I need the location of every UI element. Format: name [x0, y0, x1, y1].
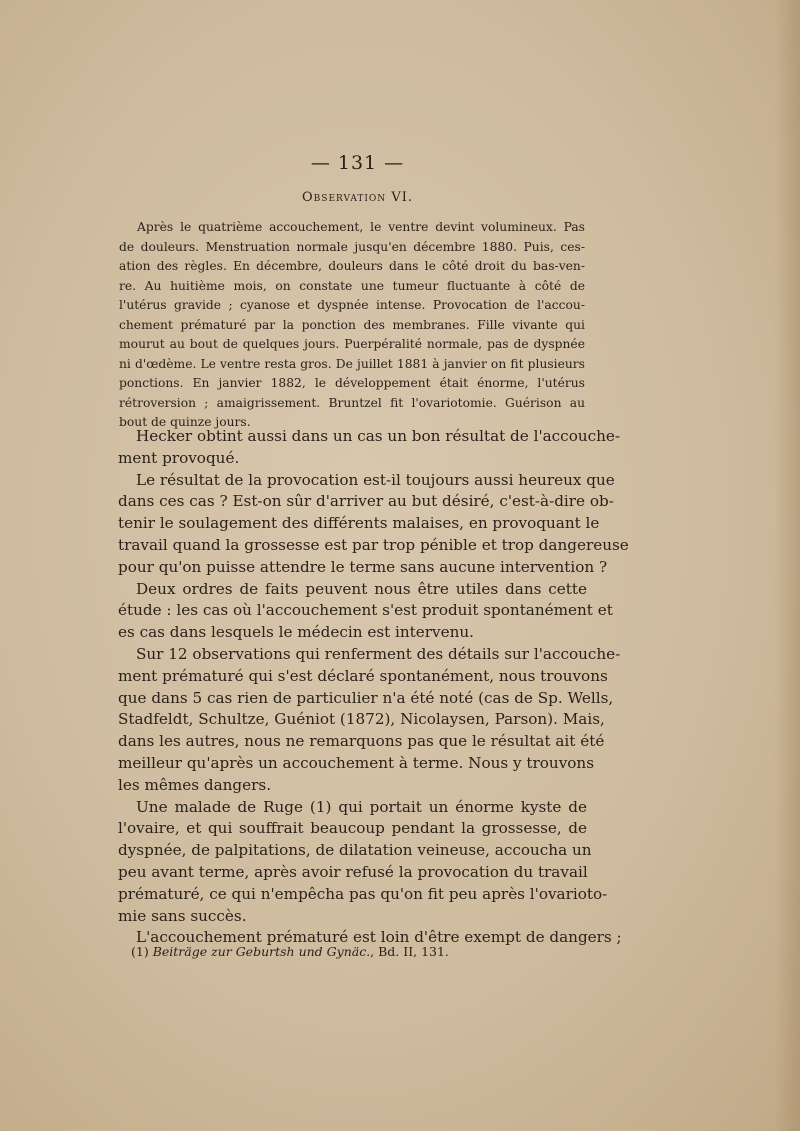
observation-line: l'utérus gravide ; cyanose et dyspnée intense. Provocation de l'accou-: [119, 298, 585, 312]
body-line: Deux ordres de faits peuvent nous être utiles dans cette: [136, 579, 587, 598]
observation-paragraph: [119, 218, 585, 433]
observation-line: rétroversion ; amaigrissement. Bruntzel fit l'ovariotomie. Guérison au: [119, 395, 585, 410]
body-line: es cas dans lesquels le médecin est intervenu.: [118, 623, 474, 642]
observation-line: de douleurs. Menstruation normale jusqu'en décembre 1880. Puis, ces-: [119, 239, 585, 254]
body-line: dyspnée, de palpitations, de dilatation veineuse, accoucha un: [118, 841, 592, 860]
main-body-text: [118, 426, 629, 949]
body-line: travail quand la grossesse est par trop pénible et trop dangereuse: [118, 535, 629, 554]
body-line: pour qu'on puisse attendre le terme sans aucune intervention ?: [118, 557, 608, 576]
observation-line: re. Au huitième mois, on constate une tumeur fluctuante à côté de: [119, 278, 585, 293]
observation-line: Après le quatrième accouchement, le ventre devint volumineux. Pas: [137, 220, 585, 234]
body-line: les mêmes dangers.: [118, 775, 272, 794]
observation-line: mourut au bout de quelques jours. Puerpéralité normale, pas de dyspnée: [119, 337, 585, 351]
body-line: Le résultat de la provocation est-il toujours aussi heureux que: [136, 470, 615, 489]
observation-line: ni d'œdème. Le ventre resta gros. De juillet 1881 à janvier on fit plusieurs: [119, 356, 585, 371]
footnote: [131, 944, 591, 959]
observation-line: chement prématuré par la ponction des membranes. Fille vivante qui: [119, 317, 585, 332]
body-line: Sur 12 observations qui renferment des détails sur l'accouche-: [136, 644, 621, 663]
body-line: Une malade de Ruge (1) qui portait un énorme kyste de: [136, 797, 587, 816]
body-line: dans les autres, nous ne remarquons pas que le résultat ait été: [118, 732, 605, 751]
body-line: peu avant terme, après avoir refusé la provocation du travail: [118, 862, 588, 881]
footnote-marker: (1): [131, 944, 149, 959]
observation-line: ation des règles. En décembre, douleurs dans le côté droit du bas-ven-: [119, 259, 585, 273]
observation-line: ponctions. En janvier 1882, le développement était énorme, l'utérus: [119, 376, 585, 390]
body-line: L'accouchement prématuré est loin d'être exempt de dangers ;: [136, 928, 622, 947]
page-edge-shadow: [774, 0, 800, 1131]
body-line: dans ces cas ? Est-on sûr d'arriver au but désiré, c'est-à-dire ob-: [118, 492, 614, 511]
body-line: meilleur qu'après un accouchement à terme. Nous y trouvons: [118, 753, 595, 772]
body-line: Stadfeldt, Schultze, Guéniot (1872), Nicolaysen, Parson). Mais,: [118, 710, 605, 729]
page-number: — 131 —: [310, 152, 405, 174]
body-line: tenir le soulagement des différents malaises, en provoquant le: [118, 514, 600, 533]
observation-line: bout de quinze jours.: [119, 415, 251, 429]
body-line: l'ovaire, et qui souffrait beaucoup pendant la grossesse, de: [118, 819, 587, 838]
footnote-reference: , Bd. II, 131.: [370, 944, 449, 959]
body-line: mie sans succès.: [118, 906, 247, 925]
observation-title: Observation VI.: [302, 190, 413, 205]
body-line: Hecker obtint aussi dans un cas un bon résultat de l'accouche-: [136, 427, 621, 445]
body-line: étude : les cas où l'accouchement s'est produit spontanément et: [118, 601, 613, 620]
body-line: ment provoqué.: [118, 448, 240, 467]
body-line: que dans 5 cas rien de particulier n'a été noté (cas de Sp. Wells,: [118, 688, 614, 707]
body-line: prématuré, ce qui n'empêcha pas qu'on fit peu après l'ovarioto-: [118, 884, 608, 903]
footnote-journal: Beiträge zur Geburtsh und Gynäc.: [152, 944, 371, 959]
body-line: ment prématuré qui s'est déclaré spontanément, nous trouvons: [118, 666, 608, 685]
